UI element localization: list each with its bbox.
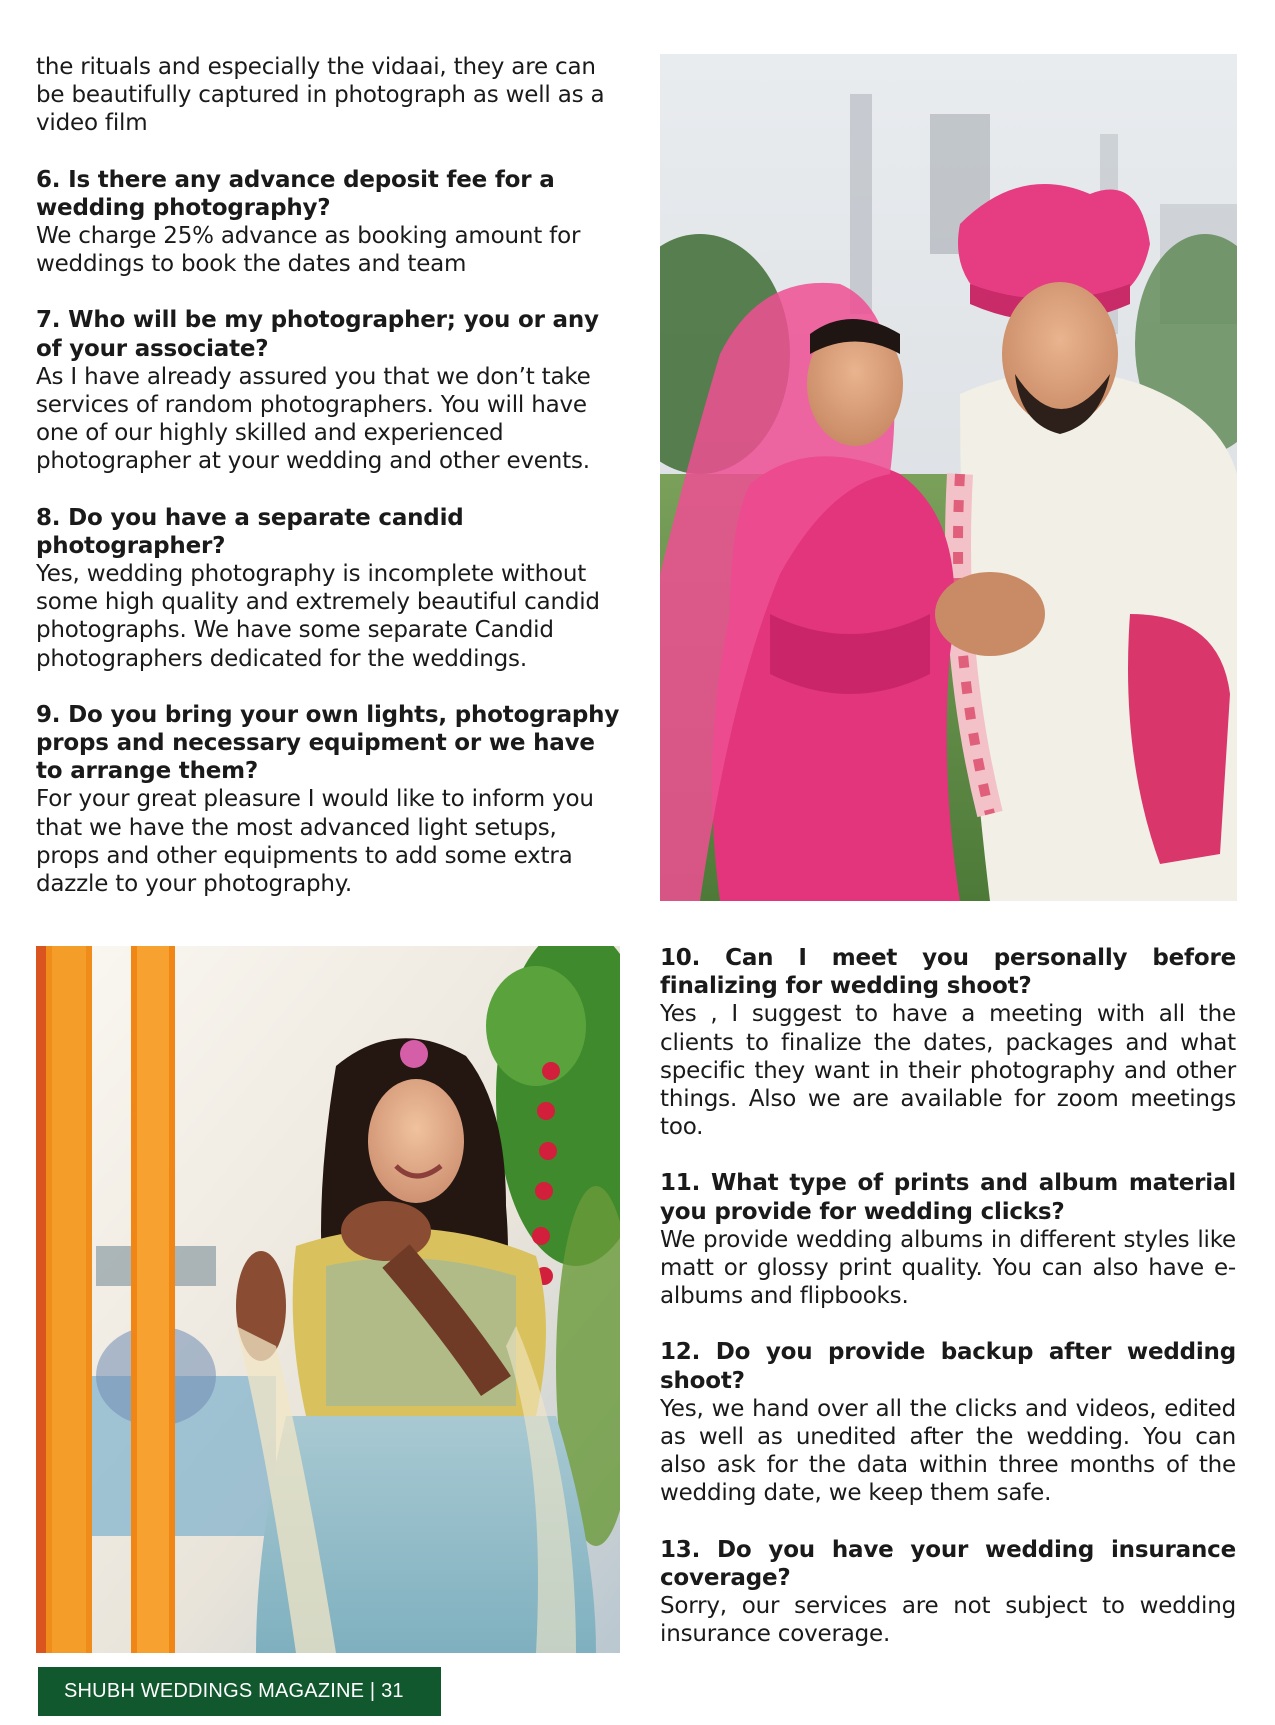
faq-question-8: 8. Do you have a separate candid photographer? [36,504,464,559]
faq-answer-7: As I have already assured you that we don’t take services of random photographers. You will have one of our highly skilled and experienced photographer at your wedding and other events. [36,363,591,475]
couple-photo [660,54,1237,901]
faq-question-10: 10. Can I meet you personally before finalizing for wedding shoot? [660,945,1236,1000]
faq-question-9: 9. Do you bring your own lights, photography props and necessary equipment or we have to arrange them? [36,701,620,785]
faq-question-6: 6. Is there any advance deposit fee for a wedding photography? [36,166,555,221]
faq-answer-13: Sorry, our services are not subject to wedding insurance coverage. [660,1593,1236,1648]
faq-answer-9: For your great pleasure I would like to inform you that we have the most advanced light setups, props and other equipments to add some extra dazzle to your photography. [36,786,594,898]
footer-label: SHUBH WEDDINGS MAGAZINE | 31 [64,1680,404,1702]
right-text-column [660,944,1236,1648]
faq-answer-12: Yes, we hand over all the clicks and videos, edited as well as unedited after the wedding. You can also ask for the data within three months of the wedding date, we keep them safe. [660,1395,1236,1507]
faq-question-11: 11. What type of prints and album material you provide for wedding clicks? [660,1170,1236,1225]
faq-question-12: 12. Do you provide backup after wedding shoot? [660,1339,1236,1394]
faq-question-7: 7. Who will be my photographer; you or any of your associate? [36,307,599,362]
faq-answer-8: Yes, wedding photography is incomplete without some high quality and extremely beautiful candid photographs. We have some separate Candid photographers dedicated for the weddings. [36,561,600,672]
bride-photo [36,946,620,1653]
faq-answer-10: Yes , I suggest to have a meeting with all the clients to finalize the dates, packages and what specific they want in their photography and other things. Also we are available for zoom meetings too. [660,1001,1236,1141]
footer-magazine-badge [38,1667,441,1716]
faq-answer-6: We charge 25% advance as booking amount for weddings to book the dates and team [36,223,581,278]
faq-question-13: 13. Do you have your wedding insurance coverage? [660,1536,1236,1591]
intro-paragraph: the rituals and especially the vidaai, they are can be beautifully captured in photograph as well as a video film [36,54,605,137]
faq-answer-11: We provide wedding albums in different styles like matt or glossy print quality. You can also have e-albums and flipbooks. [660,1226,1236,1310]
left-text-column [36,53,626,898]
